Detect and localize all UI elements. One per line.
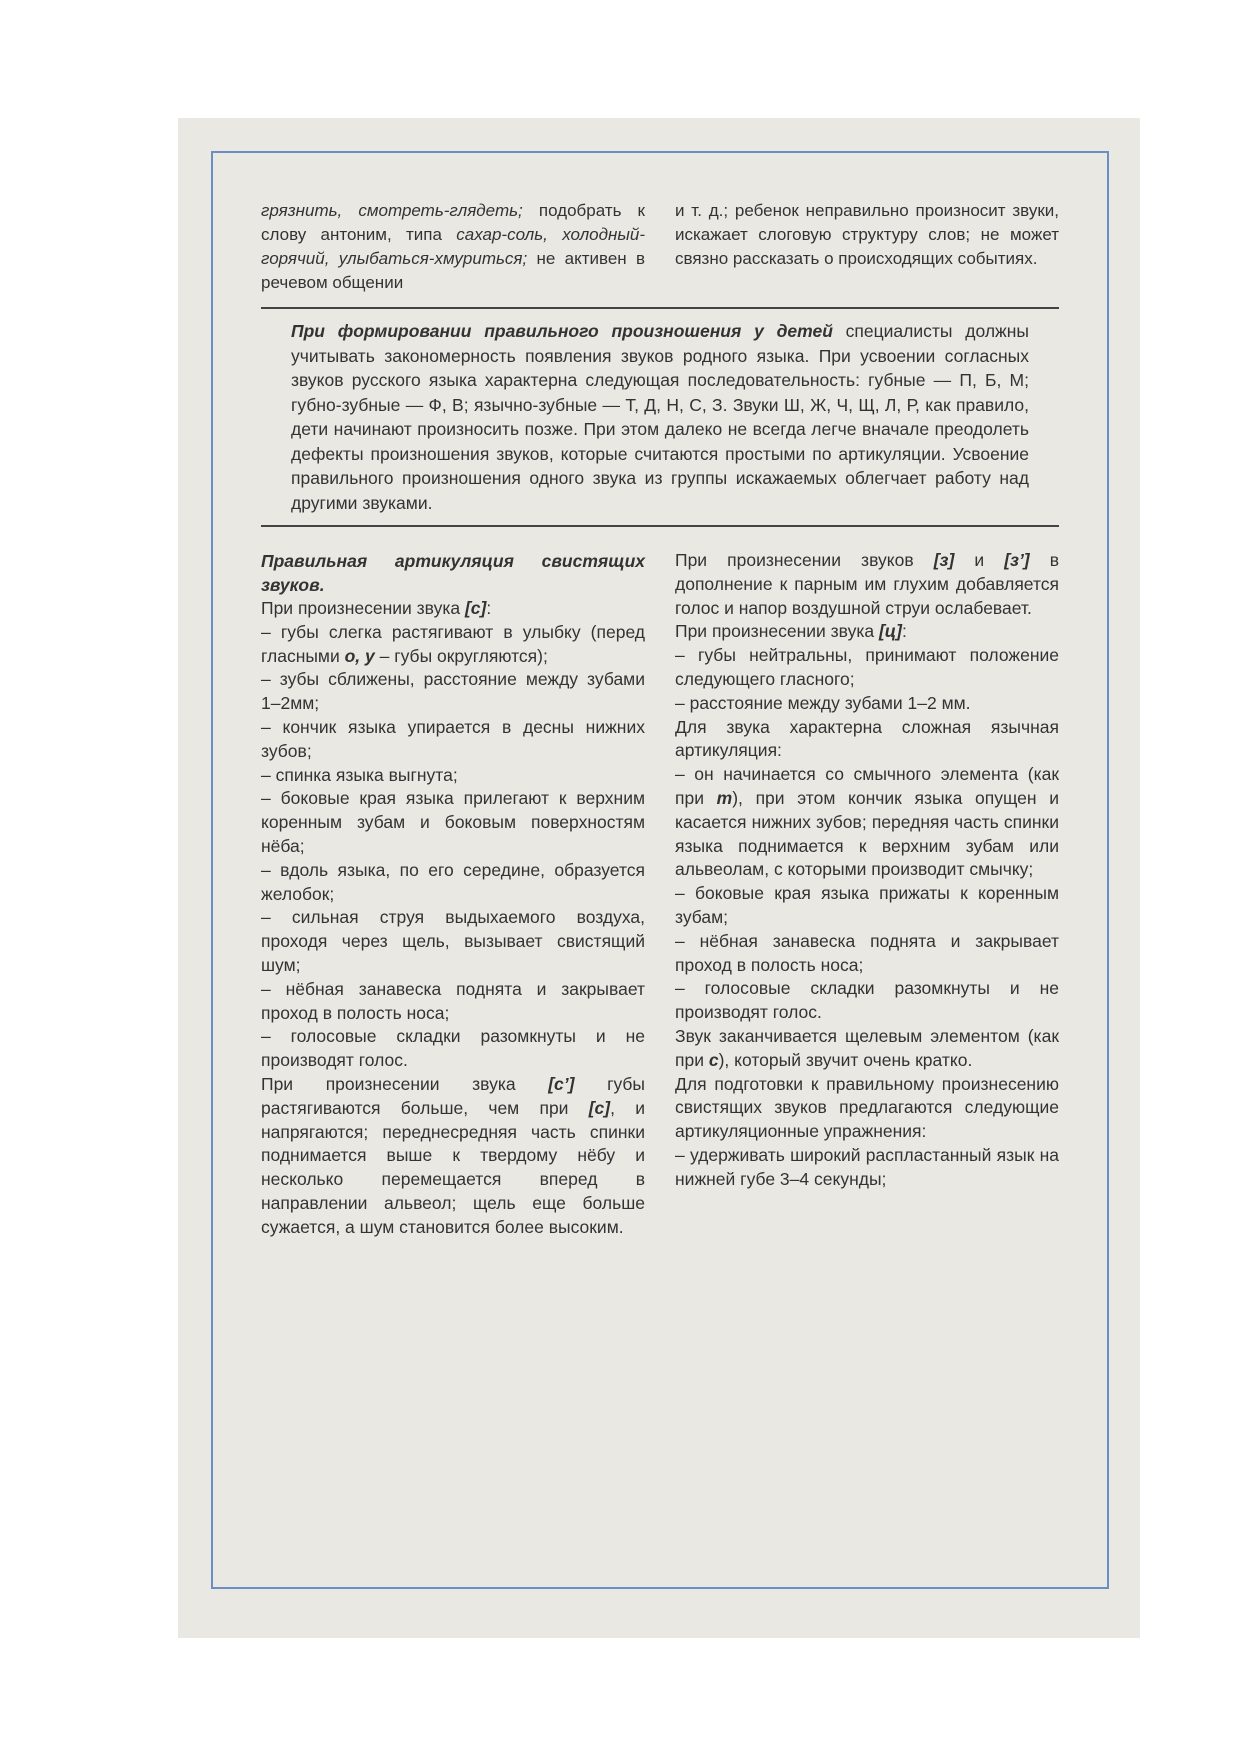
text-bold-italic: о, у	[344, 645, 375, 666]
list-item: – спинка языка выгнута;	[261, 764, 458, 785]
paragraph	[675, 549, 1059, 620]
top-left-column	[261, 199, 645, 295]
top-right-paragraph: и т. д.; ребенок неправильно произносит звуки, искажает слоговую структуру слов; не может связно рассказать о происходящих событиях.	[675, 201, 1059, 268]
text: и	[954, 550, 1005, 570]
paragraph: Для звука характерна сложная язычная артикуляция:	[675, 716, 1059, 761]
list-item: – сильная струя выдыхаемого воздуха, проходя через щель, вызывает свистящий шум;	[261, 907, 645, 975]
intro-block	[291, 319, 1029, 515]
text: – губы слегка растягивают в улыбку (перед гласными	[261, 621, 645, 666]
list-item: – кончик языка упирается в десны нижних зубов;	[261, 716, 645, 761]
text: :	[486, 598, 492, 618]
page-content	[261, 153, 1059, 1587]
text-bold-italic: с	[708, 1049, 719, 1070]
sound-label: [с]	[464, 598, 487, 618]
text: не активен в речевом общении	[261, 249, 645, 292]
top-right-column	[675, 199, 1059, 295]
list-item: – вдоль языка, по его середине, образуется желобок;	[261, 859, 645, 904]
list-item: – зубы сближены, расстояние между зубами 1–2мм;	[261, 669, 645, 714]
list-item: – нёбная занавеска поднята и закрывает проход в полость носа;	[261, 978, 645, 1023]
right-column	[675, 549, 1059, 1240]
section-heading: Правильная артикуляция свистящих звуков.	[261, 551, 645, 595]
text: При произнесении звука	[675, 621, 879, 642]
paragraph	[261, 1073, 645, 1240]
list-item: – голосовые складки разомкнуты и не производят голос.	[261, 1026, 645, 1071]
list-item: – губы нейтральны, принимают положение следующего гласного;	[675, 645, 1059, 689]
left-column	[261, 549, 645, 1240]
text: :	[901, 621, 907, 642]
text: При произнесении звука	[261, 1073, 549, 1094]
text-italic: сахар-соль, холодный-горячий, улыбаться-хмуриться;	[261, 225, 645, 268]
list-item	[675, 763, 1059, 882]
list-item: – расстояние между зубами 1–2 мм.	[675, 692, 971, 713]
text-bold-italic: т	[716, 787, 733, 808]
sound-label: [з’]	[1004, 550, 1030, 570]
text: ), который звучит очень кратко.	[718, 1049, 973, 1070]
text: в дополнение к парным им глухим добавляется голос и напор воздушной струи ослабевает.	[675, 550, 1060, 618]
sound-label: [з]	[933, 550, 955, 570]
text: подобрать к слову антоним, типа	[261, 201, 645, 244]
list-item: – нёбная занавеска поднята и закрывает проход в полость носа;	[675, 930, 1059, 975]
page-frame	[211, 151, 1109, 1589]
divider	[261, 525, 1059, 527]
text: При произнесении звука	[261, 598, 465, 618]
paragraph	[261, 597, 645, 621]
list-item	[261, 621, 645, 669]
text-italic: грязнить, смотреть-глядеть;	[261, 201, 523, 220]
intro-body: специалисты должны учитывать закономерность появления звуков родного языка. При усвоении согласных звуков русского языка характерна следующая последовательность: губные — П, Б, М; губно-зубные — Ф, В; язычно-зубные — Т, Д, Н, С, З. Звуки Ш, Ж, Ч, Щ, Л, Р, как правило, дети начинают произносить позже. При этом далеко не всегда легче вначале преодолеть дефекты произношения звуков, которые считаются простыми по артикуляции. Усвоение правильного произношения одного звука из группы искажаемых облегчает работу над другими звуками.	[291, 321, 1029, 513]
divider	[261, 307, 1059, 309]
text: губы растягиваются больше, чем при	[261, 1073, 646, 1118]
intro-lead: При формировании правильного произношения у детей	[291, 321, 833, 341]
list-item: – боковые края языка прижаты к коренным зубам;	[675, 883, 1059, 927]
text: При произнесении звуков	[675, 550, 934, 570]
sound-label: [с]	[588, 1097, 611, 1118]
top-columns	[261, 199, 1059, 295]
list-item: – удерживать широкий распластанный язык на нижней губе 3–4 секунды;	[675, 1144, 1059, 1189]
top-left-paragraph	[261, 199, 645, 295]
bottom-columns	[261, 549, 1059, 1240]
text: Звук заканчивается щелевым элементом (как при	[675, 1025, 1059, 1070]
list-item: – боковые края языка прилегают к верхним коренным зубам и боковым поверхностям нёба;	[261, 788, 645, 856]
paragraph	[675, 1025, 1059, 1073]
text: – он начинается со смычного элемента (как при	[675, 764, 1059, 808]
text: , и напрягаются; переднесредняя часть спинки поднимается выше к твердому нёбу и несколько перемещается вперед в направлении альвеол; щель еще больше сужается, а шум становится более высоким.	[261, 1097, 646, 1237]
paragraph	[675, 620, 1059, 644]
sound-label: [ц]	[878, 621, 902, 642]
intro-paragraph	[291, 319, 1029, 515]
sound-label: [с’]	[548, 1073, 575, 1094]
text: – губы округляются);	[374, 645, 548, 666]
list-item: – голосовые складки разомкнуты и не производят голос.	[675, 978, 1059, 1023]
paragraph: Для подготовки к правильному произнесению свистящих звуков предлагаются следующие артикуляционные упражнения:	[675, 1073, 1059, 1142]
text: ), при этом кончик языка опущен и касается нижних зубов; передняя часть спинки языка поднимается к верхним зубам или альвеолам, с которыми производит смычку;	[675, 787, 1059, 880]
